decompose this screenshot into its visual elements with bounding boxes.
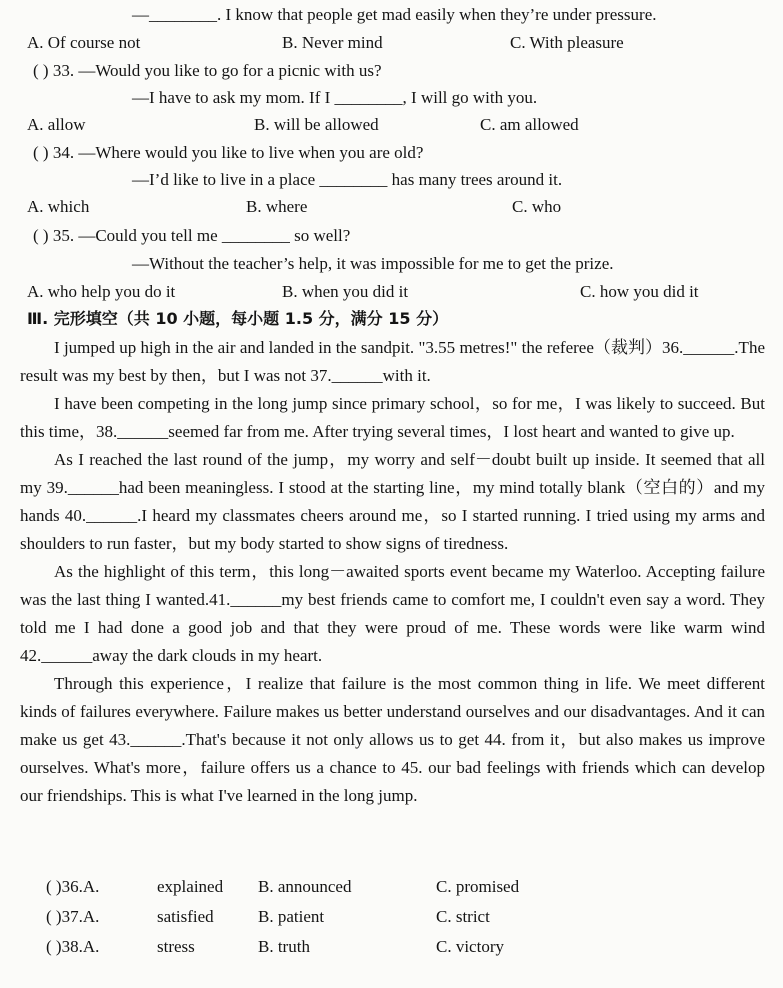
q35-answer-line: —Without the teacher’s help, it was impossible for me to get the prize. bbox=[132, 254, 614, 273]
cloze-passage bbox=[20, 334, 765, 810]
q33-answer-line: —I have to ask my mom. If I ________, I will go with you. bbox=[132, 88, 538, 107]
q34-answer-line: —I’d like to live in a place ________ has many trees around it. bbox=[132, 170, 563, 189]
passage-paragraph-3: As I reached the last round of the jump，my worry and self－doubt built up inside. It seemed that all my 39.______had been meaningless. I stood at the starting line，my mind totally blank（空白的）and my hands 40.______.I heard my classmates cheers around me，so I started running. I tried using my arms and shoulders to run faster，but my body started to show signs of tiredness. bbox=[20, 450, 765, 553]
passage-paragraph-5: Through this experience，I realize that failure is the most common thing in life. We meet different kinds of failures everywhere. Failure makes us better understand ourselves and our disadvantages. And it can make us get 43.______.That's because it not only allows us to get 44. from it，but also makes us improve ourselves. What's more，failure offers us a chance to 45. our bad feelings with friends which can develop our friendships. This is what I've learned in the long jump. bbox=[20, 674, 765, 805]
q37-option-a: satisfied bbox=[157, 907, 214, 926]
passage-paragraph-4: As the highlight of this term，this long－awaited sports event became my Waterloo. Accepting failure was the last thing I wanted.41.______my best friends came to comfort me, I couldn't even say a word. They told me I had done a good job and that they were proud of me. These words were like warm wind 42.______away the dark clouds in my heart. bbox=[20, 562, 765, 665]
q35-option-a: A. who help you do it bbox=[27, 282, 176, 301]
q33-question: ( ) 33. —Would you like to go for a picnic with us? bbox=[33, 61, 382, 80]
q34-option-a: A. which bbox=[27, 197, 90, 216]
passage-paragraph-1: I jumped up high in the air and landed in the sandpit. "3.55 metres!" the referee（裁判）36.______.The result was my best by then，but I was not 37.______with it. bbox=[20, 338, 765, 385]
section-heading: Ⅲ. 完形填空（共 10 小题，每小题 1.5 分，满分 15 分） bbox=[27, 309, 449, 328]
q37-option-b: B. patient bbox=[258, 907, 325, 926]
q36-option-a: explained bbox=[157, 877, 224, 896]
q35-option-c: C. how you did it bbox=[580, 282, 699, 301]
q38-option-c: C. victory bbox=[436, 937, 504, 956]
q32-option-b: B. Never mind bbox=[282, 33, 383, 52]
q33-option-a: A. allow bbox=[27, 115, 86, 134]
passage-paragraph-2: I have been competing in the long jump since primary school，so for me，I was likely to succeed. But this time，38.______seemed far from me. After trying several times，I lost heart and wanted to give up. bbox=[20, 394, 765, 441]
q35-option-b: B. when you did it bbox=[282, 282, 409, 301]
q32-answer-line: —________. I know that people get mad easily when they’re under pressure. bbox=[132, 5, 657, 24]
q38-option-b: B. truth bbox=[258, 937, 310, 956]
q34-option-c: C. who bbox=[512, 197, 562, 216]
q37-number: ( )37.A. bbox=[46, 907, 100, 926]
q37-option-c: C. strict bbox=[436, 907, 490, 926]
q36-option-b: B. announced bbox=[258, 877, 352, 896]
q32-option-a: A. Of course not bbox=[27, 33, 141, 52]
q38-number: ( )38.A. bbox=[46, 937, 100, 956]
q36-number: ( )36.A. bbox=[46, 877, 100, 896]
q36-option-c: C. promised bbox=[436, 877, 520, 896]
q33-option-c: C. am allowed bbox=[480, 115, 579, 134]
q34-question: ( ) 34. —Where would you like to live when you are old? bbox=[33, 143, 424, 162]
q38-option-a: stress bbox=[157, 937, 195, 956]
q32-option-c: C. With pleasure bbox=[510, 33, 624, 52]
q34-option-b: B. where bbox=[246, 197, 308, 216]
q33-option-b: B. will be allowed bbox=[254, 115, 379, 134]
q35-question: ( ) 35. —Could you tell me ________ so well? bbox=[33, 226, 351, 245]
